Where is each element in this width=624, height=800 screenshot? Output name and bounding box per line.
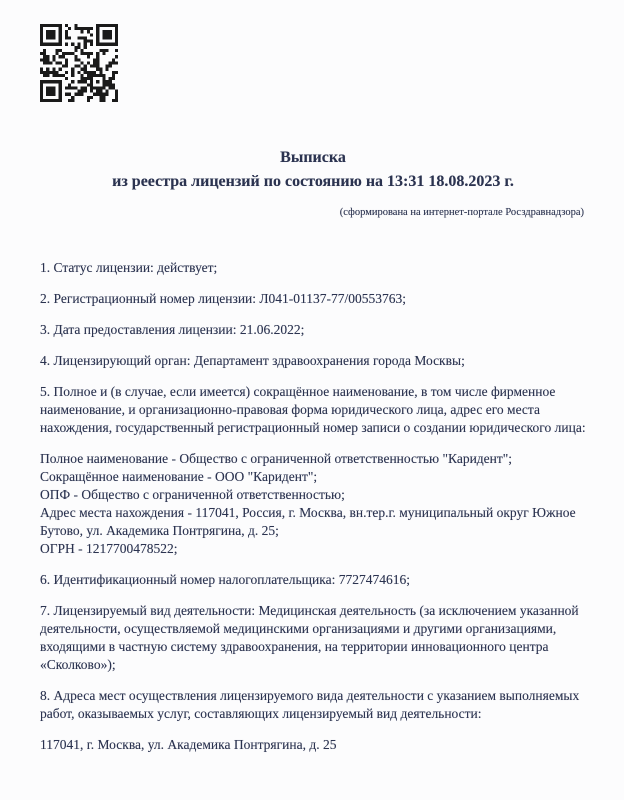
org-name-section-heading: 5. Полное и (в случае, если имеется) сокращённое наименование, в том числе фирменное наименование, и организационно-правовая форма юридического лица, адрес его места нахождения, государственный регистрационный номер записи о создании юридического лица: bbox=[40, 384, 586, 435]
document-title: Выписка bbox=[280, 149, 346, 166]
org-ogrn: ОГРН - 1217700478522; bbox=[40, 541, 178, 556]
activity-addresses-heading: 8. Адреса мест осуществления лицензируемого вида деятельности с указанием выполняемых работ, оказываемых услуг, составляющих лицензируемый вид деятельности: bbox=[40, 688, 580, 721]
licensed-activity: 7. Лицензируемый вид деятельности: Медицинская деятельность (за исключением указанной деятельности, осуществляемой медицинскими организациями и другими организациями, входящими в частную систему здравоохранения, на территории инновационного центра «Сколково»); bbox=[40, 603, 579, 672]
title-block bbox=[40, 146, 586, 194]
activity-address: 117041, г. Москва, ул. Академика Понтрягина, д. 25 bbox=[40, 737, 337, 752]
org-address: Адрес места нахождения - 117041, Россия, г. Москва, вн.тер.г. муниципальный округ Южное Бутово, ул. Академика Понтрягина, д. 25; bbox=[40, 505, 576, 538]
license-registration-number: 2. Регистрационный номер лицензии: Л041-01137-77/00553763; bbox=[40, 291, 407, 306]
org-details-block bbox=[40, 450, 586, 558]
license-grant-date: 3. Дата предоставления лицензии: 21.06.2022; bbox=[40, 322, 305, 337]
licensing-authority: 4. Лицензирующий орган: Департамент здравоохранения города Москвы; bbox=[40, 353, 465, 368]
org-legal-form: ОПФ - Общество с ограниченной ответственностью; bbox=[40, 487, 345, 502]
taxpayer-id: 6. Идентификационный номер налогоплательщика: 7727474616; bbox=[40, 572, 410, 587]
org-full-name: Полное наименование - Общество с ограниченной ответственностью "Каридент"; bbox=[40, 451, 513, 466]
formation-note: (сформирована на интернет-портале Росздравнадзора) bbox=[339, 207, 584, 218]
org-short-name: Сокращённое наименование - ООО "Каридент"; bbox=[40, 469, 318, 484]
license-status: 1. Статус лицензии: действует; bbox=[40, 260, 218, 275]
qr-code-icon bbox=[40, 24, 118, 102]
document-title-line2: из реестра лицензий по состоянию на 13:31 18.08.2023 г. bbox=[112, 173, 514, 190]
